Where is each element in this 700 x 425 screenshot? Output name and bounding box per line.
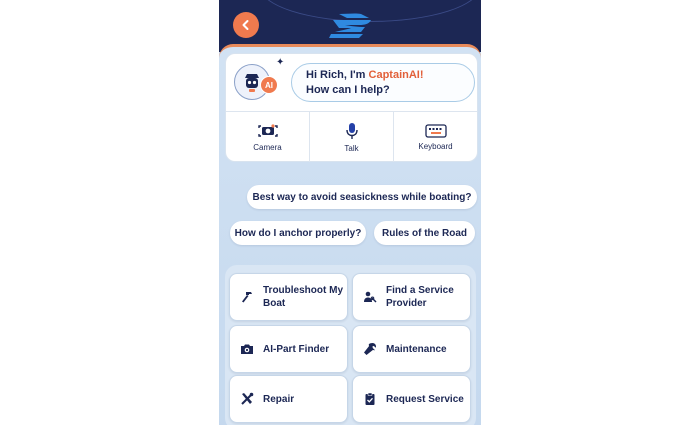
boat-logo-icon [325, 8, 377, 42]
maintenance-button[interactable] [352, 325, 471, 373]
greeting-text: Hi Rich, I'm [306, 69, 369, 81]
app-screen [219, 0, 481, 425]
clipboard-icon [363, 392, 377, 406]
troubleshoot-button[interactable] [229, 273, 348, 321]
talk-button[interactable] [310, 112, 394, 162]
person-wrench-icon [363, 290, 377, 304]
microphone-icon [345, 122, 359, 140]
sparkle-icon: ✦ [276, 57, 285, 68]
keyboard-icon [425, 124, 447, 138]
keyboard-button[interactable] [394, 112, 477, 162]
back-button[interactable] [233, 12, 259, 38]
suggestion-chip-rules-of-road[interactable]: Rules of the Road [374, 221, 475, 245]
talk-label: Talk [344, 143, 359, 153]
repair-label: Repair [263, 393, 295, 405]
assistant-card [225, 53, 478, 162]
find-service-provider-label: Find a Service Provider [386, 285, 454, 309]
camera-icon [240, 342, 254, 356]
chevron-left-icon [240, 19, 252, 31]
find-service-provider-button[interactable] [352, 273, 471, 321]
camera-label: Camera [253, 142, 282, 152]
suggestion-chip-seasickness[interactable]: Best way to avoid seasickness while boating? [247, 185, 477, 209]
greeting-line [306, 69, 424, 81]
suggestion-chip-anchor[interactable]: How do I anchor properly? [230, 221, 366, 245]
troubleshoot-label: Troubleshoot My Boat [263, 285, 343, 309]
request-service-button[interactable] [352, 375, 471, 423]
help-prompt: How can I help? [306, 84, 390, 96]
wrench-icon [363, 342, 377, 356]
camera-button[interactable] [226, 112, 310, 162]
maintenance-label: Maintenance [386, 343, 447, 355]
greeting-bubble [291, 63, 475, 102]
input-options [226, 111, 477, 162]
keyboard-label: Keyboard [418, 141, 453, 151]
ai-part-finder-button[interactable] [229, 325, 348, 373]
tools-icon [240, 392, 254, 406]
ai-part-finder-label: AI-Part Finder [263, 343, 330, 355]
assistant-name: CaptainAI! [368, 69, 424, 81]
repair-button[interactable] [229, 375, 348, 423]
request-service-label: Request Service [386, 393, 464, 405]
hammer-icon [240, 290, 254, 304]
camera-icon [258, 123, 278, 139]
ai-badge: AI [260, 76, 278, 94]
